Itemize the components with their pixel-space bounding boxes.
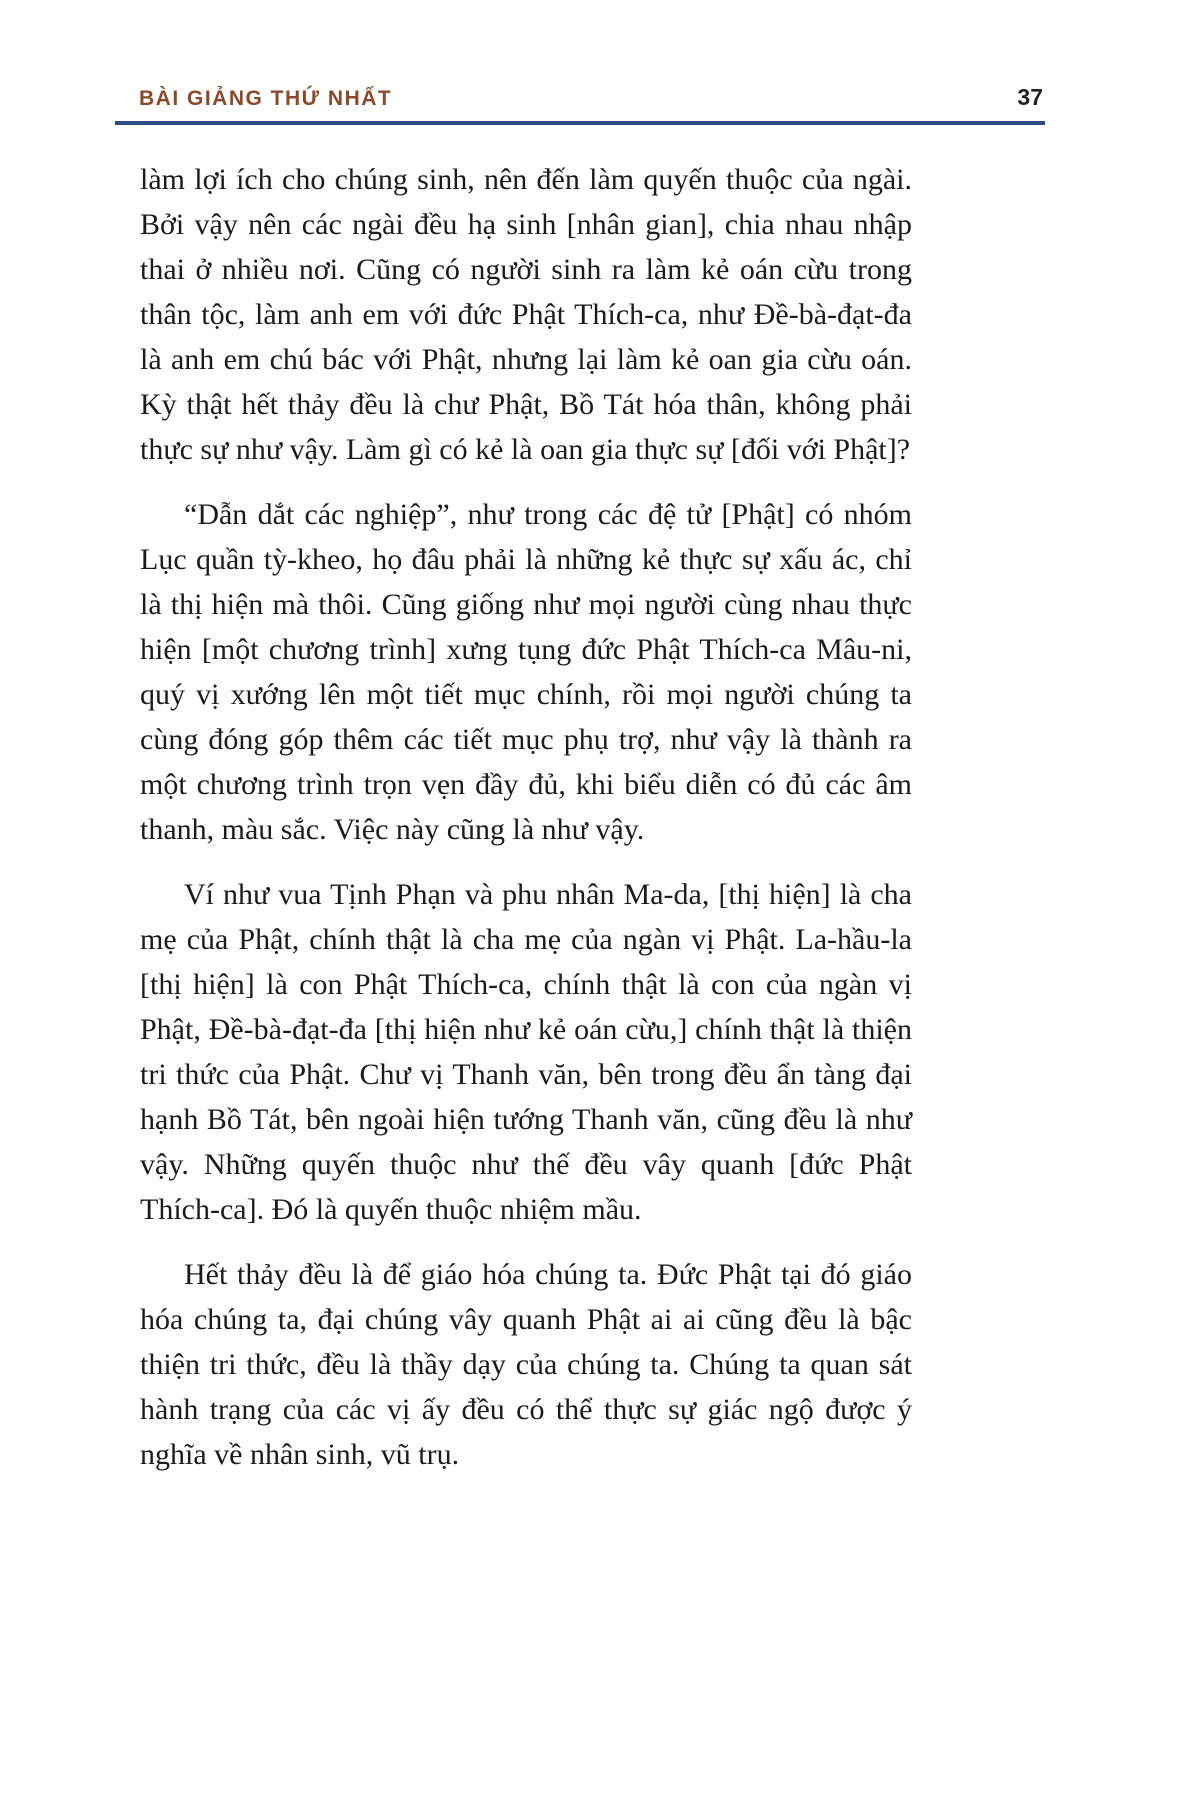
page-number: 37 <box>1017 84 1043 110</box>
body-paragraph: làm lợi ích cho chúng sinh, nên đến làm quyến thuộc của ngài. Bởi vậy nên các ngài đều hạ sinh [nhân gian], chia nhau nhập thai ở nhiều nơi. Cũng có người sinh ra làm kẻ oán cừu trong thân tộc, làm anh em với đức Phật Thích-ca, như Đề-bà-đạt-đa là anh em chú bác với Phật, nhưng lại làm kẻ oan gia cừu oán. Kỳ thật hết thảy đều là chư Phật, Bồ Tát hóa thân, không phải thực sự như vậy. Làm gì có kẻ là oan gia thực sự [đối với Phật]? <box>140 163 912 466</box>
body-paragraph: “Dẫn dắt các nghiệp”, như trong các đệ tử [Phật] có nhóm Lục quần tỳ-kheo, họ đâu phải là những kẻ thực sự xấu ác, chỉ là thị hiện mà thôi. Cũng giống như mọi người cùng nhau thực hiện [một chương trình] xưng tụng đức Phật Thích-ca Mâu-ni, quý vị xướng lên một tiết mục chính, rồi mọi người chúng ta cùng đóng góp thêm các tiết mục phụ trợ, như vậy là thành ra một chương trình trọn vẹn đầy đủ, khi biểu diễn có đủ các âm thanh, màu sắc. Việc này cũng là như vậy. <box>140 498 912 846</box>
page-content <box>115 84 1045 1497</box>
header-rule <box>115 121 1045 125</box>
page-header <box>115 84 1045 121</box>
body-paragraph: Ví như vua Tịnh Phạn và phu nhân Ma-da, [thị hiện] là cha mẹ của Phật, chính thật là cha mẹ của ngàn vị Phật. La-hầu-la [thị hiện] là con Phật Thích-ca, chính thật là con của ngàn vị Phật, Đề-bà-đạt-đa [thị hiện như kẻ oán cừu,] chính thật là thiện tri thức của Phật. Chư vị Thanh văn, bên trong đều ẩn tàng đại hạnh Bồ Tát, bên ngoài hiện tướng Thanh văn, cũng đều là như vậy. Những quyến thuộc như thế đều vây quanh [đức Phật Thích-ca]. Đó là quyến thuộc nhiệm mầu. <box>140 878 912 1226</box>
body-paragraph: Hết thảy đều là để giáo hóa chúng ta. Đức Phật tại đó giáo hóa chúng ta, đại chúng vây quanh Phật ai ai cũng đều là bậc thiện tri thức, đều là thầy dạy của chúng ta. Chúng ta quan sát hành trạng của các vị ấy đều có thể thực sự giác ngộ được ý nghĩa về nhân sinh, vũ trụ. <box>140 1258 912 1471</box>
page-body <box>140 157 912 1477</box>
running-title: BÀI GIẢNG THỨ NHẤT <box>139 87 393 110</box>
